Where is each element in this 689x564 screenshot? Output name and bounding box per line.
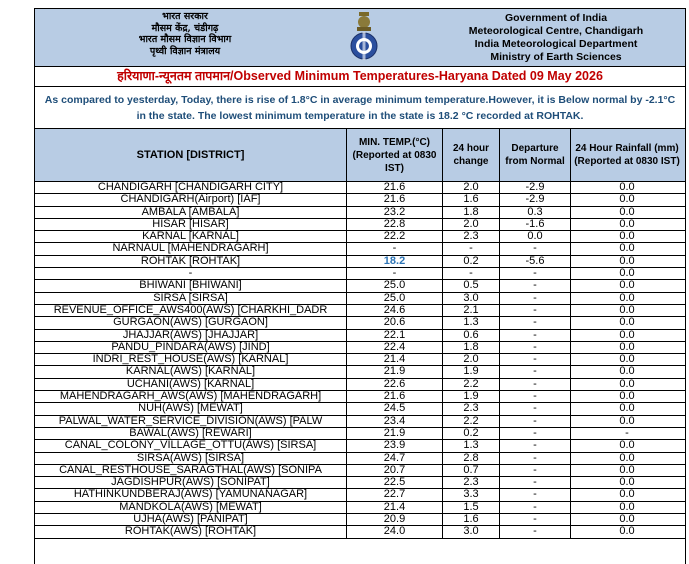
min-temp-cell: 18.2 xyxy=(347,256,443,267)
table-row xyxy=(35,194,685,206)
table-row xyxy=(35,391,685,403)
departure-cell: 0.0 xyxy=(500,231,571,242)
rainfall-cell: 0.0 xyxy=(619,415,635,427)
station-cell: CHANDIGARH(Airport) [IAF] xyxy=(35,194,347,205)
min-temp-cell: - xyxy=(347,243,443,254)
table-row xyxy=(35,465,685,477)
change-cell: 2.0 xyxy=(443,354,500,365)
rainfall-cell: 0.0 xyxy=(619,206,635,218)
departure-cell: - xyxy=(500,453,571,464)
change-cell: 3.0 xyxy=(443,293,500,304)
station-cell: NARNAUL [MAHENDRAGARH] xyxy=(35,243,347,254)
station-cell: PALWAL_WATER_SERVICE_DIVISION(AWS) [PALW xyxy=(35,416,347,427)
rainfall-cell: 0.0 xyxy=(619,194,635,206)
rainfall-cell: 0.0 xyxy=(619,378,635,390)
change-cell: 1.6 xyxy=(443,194,500,205)
hindi-line: पृथ्वी विज्ञान मंत्रालय xyxy=(149,45,221,57)
departure-cell: - xyxy=(500,502,571,513)
english-line: Government of India xyxy=(504,12,608,24)
hindi-line: मौसम केंद्र, चंडीगढ़ xyxy=(151,22,219,34)
departure-cell: - xyxy=(500,268,571,279)
table-row xyxy=(35,305,685,317)
col-24h-change: 24 hour change xyxy=(443,129,500,181)
departure-cell: - xyxy=(500,526,571,537)
departure-cell: - xyxy=(500,330,571,341)
station-cell: GURGAON(AWS) [GURGAON] xyxy=(35,317,347,328)
departure-cell: - xyxy=(500,366,571,377)
station-cell: HATHINKUNDBERAJ(AWS) [YAMUNANAGAR] xyxy=(35,489,347,500)
station-cell: CANAL_COLONY_VILLAGE_OTTU(AWS) [SIRSA] xyxy=(35,440,347,451)
departure-cell: -1.6 xyxy=(500,219,571,230)
departure-cell: - xyxy=(500,489,571,500)
station-cell: BHIWANI [BHIWANI] xyxy=(35,280,347,291)
station-cell: JAGDISHPUR(AWS) [SONIPAT] xyxy=(35,477,347,488)
table-row xyxy=(35,182,685,194)
english-line: Ministry of Earth Sciences xyxy=(490,51,622,63)
rainfall-cell: 0.0 xyxy=(619,329,635,341)
station-cell: SIRSA [SIRSA] xyxy=(35,293,347,304)
min-temp-cell: 21.6 xyxy=(347,391,443,402)
english-org-block xyxy=(431,12,681,64)
departure-cell: -5.6 xyxy=(500,256,571,267)
table-row xyxy=(35,489,685,501)
station-cell: BAWAL(AWS) [REWARI] xyxy=(35,428,347,439)
departure-cell: - xyxy=(500,293,571,304)
rainfall-cell: 0.0 xyxy=(619,231,635,243)
min-temp-cell: 21.6 xyxy=(347,194,443,205)
station-cell: CANAL_RESTHOUSE_SARAGTHAL(AWS) [SONIPA xyxy=(35,465,347,476)
rainfall-cell: 0.0 xyxy=(619,514,635,526)
station-cell: SIRSA(AWS) [SIRSA] xyxy=(35,453,347,464)
min-temp-cell: 22.7 xyxy=(347,489,443,500)
change-cell: 1.9 xyxy=(443,391,500,402)
change-cell: 0.2 xyxy=(443,428,500,439)
change-cell: 1.3 xyxy=(443,440,500,451)
min-temp-cell: 24.5 xyxy=(347,403,443,414)
change-cell: 3.0 xyxy=(443,526,500,537)
departure-cell: - xyxy=(500,428,571,439)
station-cell: INDRI_REST_HOUSE(AWS) [KARNAL] xyxy=(35,354,347,365)
min-temp-cell: 22.6 xyxy=(347,379,443,390)
min-temp-cell: 22.1 xyxy=(347,330,443,341)
table-body xyxy=(35,182,685,539)
rainfall-cell: 0.0 xyxy=(619,304,635,316)
departure-cell: - xyxy=(500,416,571,427)
station-cell: KARNAL [KARNAL] xyxy=(35,231,347,242)
table-row xyxy=(35,219,685,231)
table-row xyxy=(35,317,685,329)
rainfall-cell: 0.0 xyxy=(619,255,635,267)
min-temp-cell: 25.0 xyxy=(347,280,443,291)
rainfall-cell: 0.0 xyxy=(619,292,635,304)
station-cell: - xyxy=(35,268,347,279)
rainfall-cell: 0.0 xyxy=(619,317,635,329)
change-cell: 2.0 xyxy=(443,219,500,230)
rainfall-cell: 0.0 xyxy=(619,182,635,193)
min-temp-cell: 22.8 xyxy=(347,219,443,230)
table-row xyxy=(35,416,685,428)
change-cell: 1.3 xyxy=(443,317,500,328)
min-temp-cell: 23.4 xyxy=(347,416,443,427)
min-temp-cell: 20.6 xyxy=(347,317,443,328)
title-english: Observed Minimum Temperatures-Haryana Dated 09 May 2026 xyxy=(233,69,603,83)
change-cell: 1.5 xyxy=(443,502,500,513)
station-cell: UJHA(AWS) [PANIPAT] xyxy=(35,514,347,525)
station-cell: AMBALA [AMBALA] xyxy=(35,207,347,218)
rainfall-cell: 0.0 xyxy=(619,341,635,353)
table-row xyxy=(35,342,685,354)
departure-cell: - xyxy=(500,305,571,316)
table-row xyxy=(35,330,685,342)
departure-cell: - xyxy=(500,465,571,476)
rainfall-cell: 0.0 xyxy=(619,452,635,464)
col-departure: Departure from Normal xyxy=(500,129,571,181)
english-line: Meteorological Centre, Chandigarh xyxy=(468,25,644,37)
min-temp-cell: 21.9 xyxy=(347,428,443,439)
table-row xyxy=(35,207,685,219)
change-cell: 0.5 xyxy=(443,280,500,291)
col-min-temp: MIN. TEMP.(°C) (Reported at 0830 IST) xyxy=(347,129,443,181)
change-cell: 2.2 xyxy=(443,416,500,427)
departure-cell: -2.9 xyxy=(500,194,571,205)
min-temp-cell: 23.9 xyxy=(347,440,443,451)
departure-cell: - xyxy=(500,391,571,402)
min-temp-cell: 21.4 xyxy=(347,354,443,365)
change-cell: 2.3 xyxy=(443,231,500,242)
rainfall-cell: 0.0 xyxy=(619,366,635,378)
min-temp-cell: 22.4 xyxy=(347,342,443,353)
station-cell: CHANDIGARH [CHANDIGARH CITY] xyxy=(35,182,347,193)
station-cell: KARNAL(AWS) [KARNAL] xyxy=(35,366,347,377)
change-cell: 2.0 xyxy=(443,182,500,193)
hindi-line: भारत सरकार xyxy=(162,11,208,22)
station-cell: HISAR [HISAR] xyxy=(35,219,347,230)
station-cell: UCHANI(AWS) [KARNAL] xyxy=(35,379,347,390)
summary-text: As compared to yesterday, Today, there is rise of 1.8°C in average minimum temperature.However, it is Below normal by -2.1°C in the state. The lowest minimum temperature in the state is 18.2 °C recorded at ROHTAK. xyxy=(35,87,685,129)
hindi-line: भारत मौसम विज्ञान विभाग xyxy=(138,34,232,45)
min-temp-cell: 24.7 xyxy=(347,453,443,464)
departure-cell: 0.3 xyxy=(500,207,571,218)
table-row xyxy=(35,514,685,526)
departure-cell: - xyxy=(500,342,571,353)
departure-cell: - xyxy=(500,379,571,390)
departure-cell: - xyxy=(500,354,571,365)
table-row xyxy=(35,354,685,366)
rainfall-cell: 0.0 xyxy=(619,280,635,292)
rainfall-cell: 0.0 xyxy=(619,218,635,230)
rainfall-cell: 0.0 xyxy=(619,440,635,452)
min-temp-cell: 21.9 xyxy=(347,366,443,377)
station-cell: JHAJJAR(AWS) [JHAJJAR] xyxy=(35,330,347,341)
table-row xyxy=(35,453,685,465)
table-row xyxy=(35,379,685,391)
departure-cell: -2.9 xyxy=(500,182,571,193)
table-row xyxy=(35,366,685,378)
departure-cell: - xyxy=(500,403,571,414)
change-cell: 2.2 xyxy=(443,379,500,390)
min-temp-cell: 20.7 xyxy=(347,465,443,476)
station-cell: ROHTAK [ROHTAK] xyxy=(35,256,347,267)
min-temp-cell: 25.0 xyxy=(347,293,443,304)
table-row xyxy=(35,428,685,440)
hindi-org-block xyxy=(35,11,335,57)
rainfall-cell: 0.0 xyxy=(619,464,635,476)
min-temp-cell: 23.2 xyxy=(347,207,443,218)
report-header xyxy=(35,8,685,67)
departure-cell: - xyxy=(500,477,571,488)
change-cell: 0.2 xyxy=(443,256,500,267)
min-temp-cell: 20.9 xyxy=(347,514,443,525)
report-sheet xyxy=(34,8,686,564)
table-row xyxy=(35,256,685,268)
station-cell: MAHENDRAGARH_AWS(AWS) [MAHENDRAGARH] xyxy=(35,391,347,402)
rainfall-cell: 0.0 xyxy=(619,477,635,489)
table-row xyxy=(35,440,685,452)
min-temp-cell: 24.0 xyxy=(347,526,443,537)
departure-cell: - xyxy=(500,440,571,451)
table-row xyxy=(35,268,685,280)
change-cell: - xyxy=(443,243,500,254)
table-header xyxy=(35,129,685,182)
change-cell: 2.1 xyxy=(443,305,500,316)
table-row xyxy=(35,502,685,514)
min-temp-cell: 24.6 xyxy=(347,305,443,316)
emblem-icon xyxy=(345,10,383,64)
departure-cell: - xyxy=(500,317,571,328)
station-cell: REVENUE_OFFICE_AWS400(AWS) [CHARKHI_DADR xyxy=(35,305,347,316)
station-cell: NUH(AWS) [MEWAT] xyxy=(35,403,347,414)
change-cell: 2.3 xyxy=(443,477,500,488)
station-cell: ROHTAK(AWS) [ROHTAK] xyxy=(35,526,347,537)
change-cell: 3.3 xyxy=(443,489,500,500)
station-cell: MANDKOLA(AWS) [MEWAT] xyxy=(35,502,347,513)
min-temp-cell: 21.6 xyxy=(347,182,443,193)
rainfall-cell: 0.0 xyxy=(619,391,635,403)
change-cell: 1.6 xyxy=(443,514,500,525)
title-hindi: हरियाणा-न्यूनतम तापमान/ xyxy=(117,69,234,83)
departure-cell: - xyxy=(500,280,571,291)
min-temp-cell: 22.2 xyxy=(347,231,443,242)
departure-cell: - xyxy=(500,514,571,525)
col-rainfall: 24 Hour Rainfall (mm) (Reported at 0830 IST) xyxy=(574,143,680,167)
table-row xyxy=(35,280,685,292)
table-row xyxy=(35,526,685,538)
rainfall-cell: 0.0 xyxy=(619,501,635,513)
change-cell: 0.6 xyxy=(443,330,500,341)
change-cell: 2.8 xyxy=(443,453,500,464)
rainfall-cell: - xyxy=(625,427,629,439)
col-station: STATION [DISTRICT] xyxy=(35,129,347,181)
report-title xyxy=(35,67,685,87)
rainfall-cell: 0.0 xyxy=(619,243,635,255)
change-cell: 1.9 xyxy=(443,366,500,377)
table-row xyxy=(35,231,685,243)
table-row xyxy=(35,403,685,415)
table-row xyxy=(35,477,685,489)
change-cell: 1.8 xyxy=(443,207,500,218)
change-cell: 1.8 xyxy=(443,342,500,353)
station-cell: PANDU_PINDARA(AWS) [JIND] xyxy=(35,342,347,353)
table-row xyxy=(35,293,685,305)
english-line: India Meteorological Department xyxy=(474,38,638,50)
min-temp-cell: 22.5 xyxy=(347,477,443,488)
rainfall-cell: 0.0 xyxy=(619,268,635,280)
rainfall-cell: 0.0 xyxy=(619,526,635,538)
min-temp-cell: - xyxy=(347,268,443,279)
change-cell: - xyxy=(443,268,500,279)
rainfall-cell: 0.0 xyxy=(619,489,635,501)
change-cell: 0.7 xyxy=(443,465,500,476)
min-temp-cell: 21.4 xyxy=(347,502,443,513)
departure-cell: - xyxy=(500,243,571,254)
rainfall-cell: 0.0 xyxy=(619,354,635,366)
change-cell: 2.3 xyxy=(443,403,500,414)
table-row xyxy=(35,243,685,255)
rainfall-cell: 0.0 xyxy=(619,403,635,415)
